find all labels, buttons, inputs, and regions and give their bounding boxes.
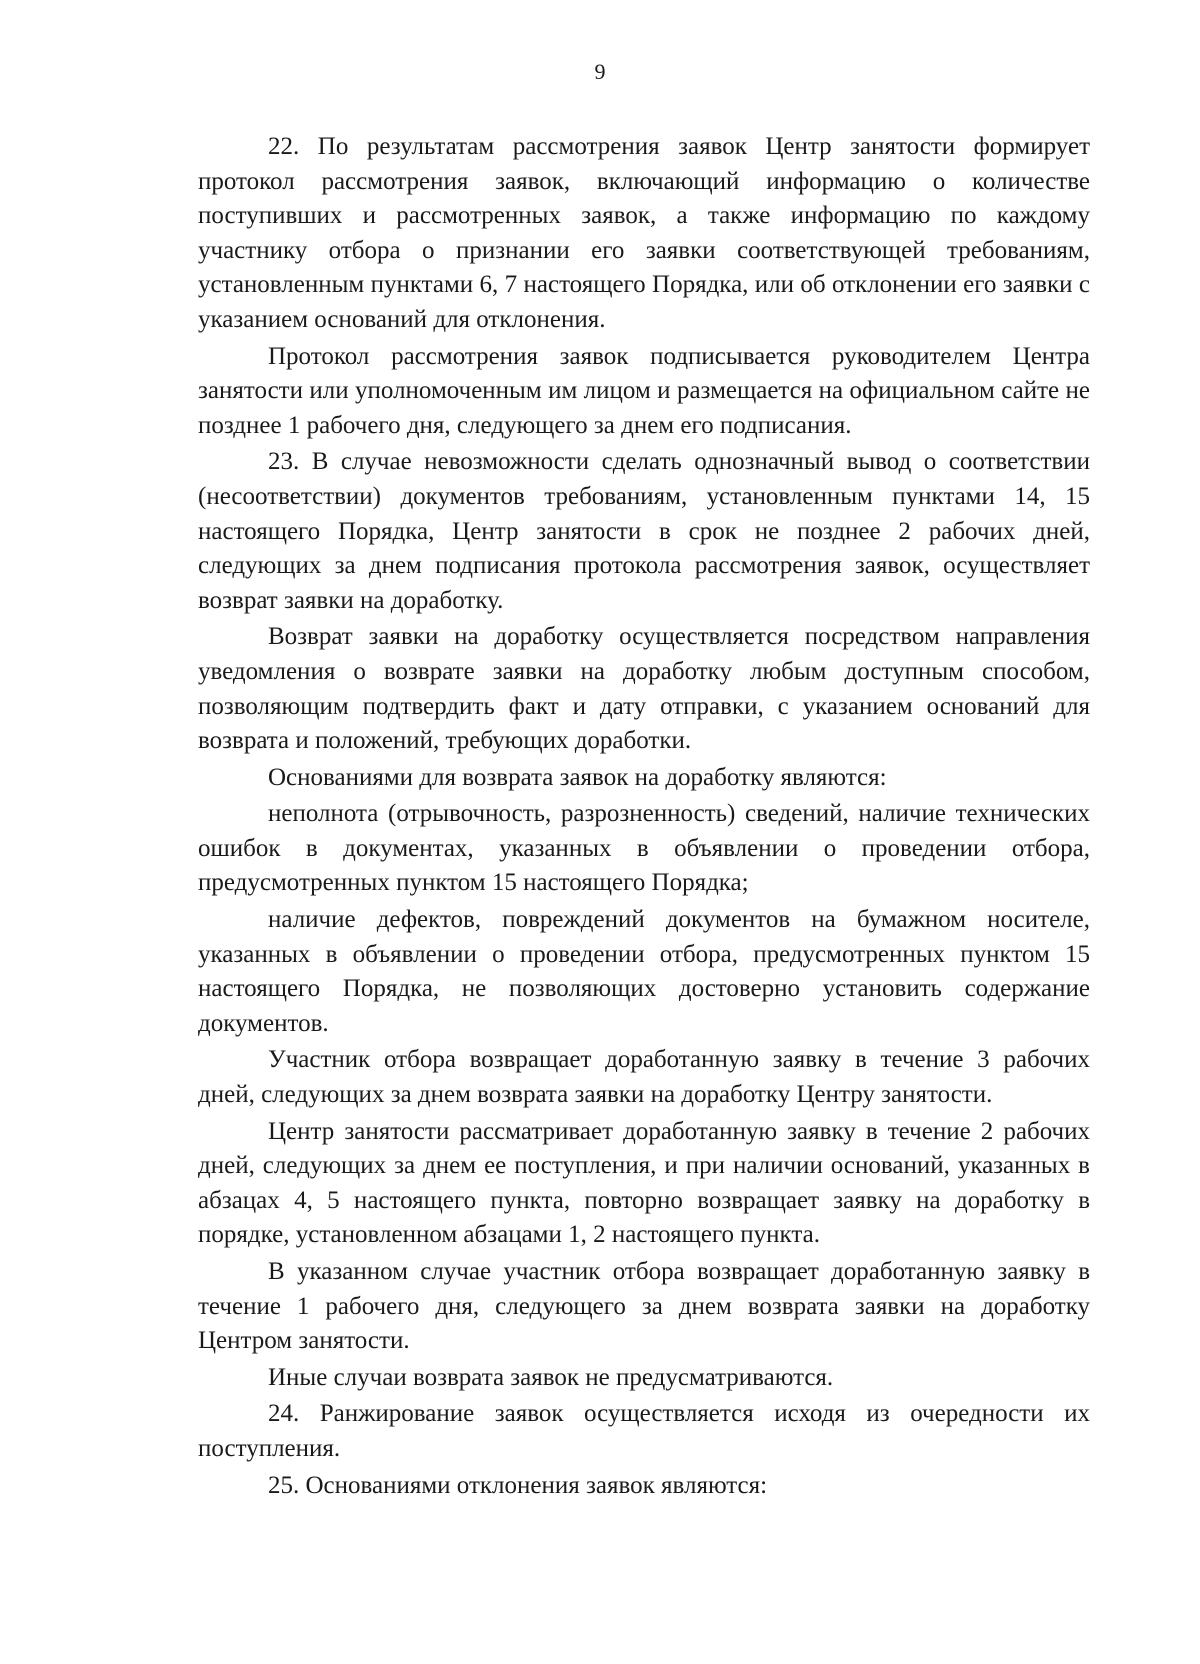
paragraph-resubmission-1-day: В указанном случае участник отбора возвращает доработанную заявку в течение 1 рабочего дня, следующего за днем возврата заявки на доработку Центром занятости. [198,1258,1090,1355]
paragraph-protocol-signing: Протокол рассмотрения заявок подписывается руководителем Центра занятости или уполномоченным им лицом и размещается на официальном сайте не позднее 1 рабочего дня, следующего за днем его подписания. [198,342,1090,439]
page-number: 9 [594,59,606,84]
paragraph-25: 25. Основаниями отклонения заявок являются: [268,1471,768,1499]
paragraph-no-other-cases: Иные случаи возврата заявок не предусматриваются. [268,1363,834,1391]
paragraph-ground-incompleteness: неполнота (отрывочность, разрозненность) сведений, наличие технических ошибок в документах, указанных в объявлении о проведении отбора, предусмотренных пунктом 15 настоящего Порядка; [198,800,1090,897]
paragraph-24: 24. Ранжирование заявок осуществляется исходя из очередности их поступления. [198,1400,1090,1462]
paragraph-review-resubmitted: Центр занятости рассматривает доработанную заявку в течение 2 рабочих дней, следующих за днем ее поступления, и при наличии оснований, указанных в абзацах 4, 5 настоящего пункта, повторно возвращает заявку на доработку в порядке, установленном абзацами 1, 2 настоящего пункта. [198,1117,1090,1249]
document-body [198,130,1090,1505]
paragraph-return-grounds-intro: Основаниями для возврата заявок на доработку являются: [268,763,887,791]
paragraph-22: 22. По результатам рассмотрения заявок Центр занятости формирует протокол рассмотрения заявок, включающий информацию о количестве поступивших и рассмотренных заявок, а также информацию по каждому участнику отбора о признании его заявки соответствующей требованиям, установленным пунктами 6, 7 настоящего Порядка, или об отклонении его заявки с указанием оснований для отклонения. [198,133,1090,333]
paragraph-23: 23. В случае невозможности сделать однозначный вывод о соответствии (несоответствии) документов требованиям, установленным пунктами 14, 15 настоящего Порядка, Центр занятости в срок не позднее 2 рабочих дней, следующих за днем подписания протокола рассмотрения заявок, осуществляет возврат заявки на доработку. [198,448,1090,614]
paragraph-return-procedure: Возврат заявки на доработку осуществляется посредством направления уведомления о возврате заявки на доработку любым доступным способом, позволяющим подтвердить факт и дату отправки, с указанием оснований для возврата и положений, требующих доработки. [198,623,1090,755]
paragraph-resubmission-3-days: Участник отбора возвращает доработанную заявку в течение 3 рабочих дней, следующих за днем возврата заявки на доработку Центру занятости. [198,1046,1090,1109]
paragraph-ground-defects: наличие дефектов, повреждений документов на бумажном носителе, указанных в объявлении о проведении отбора, предусмотренных пунктом 15 настоящего Порядка, не позволяющих достоверно установить содержание документов. [198,906,1090,1037]
